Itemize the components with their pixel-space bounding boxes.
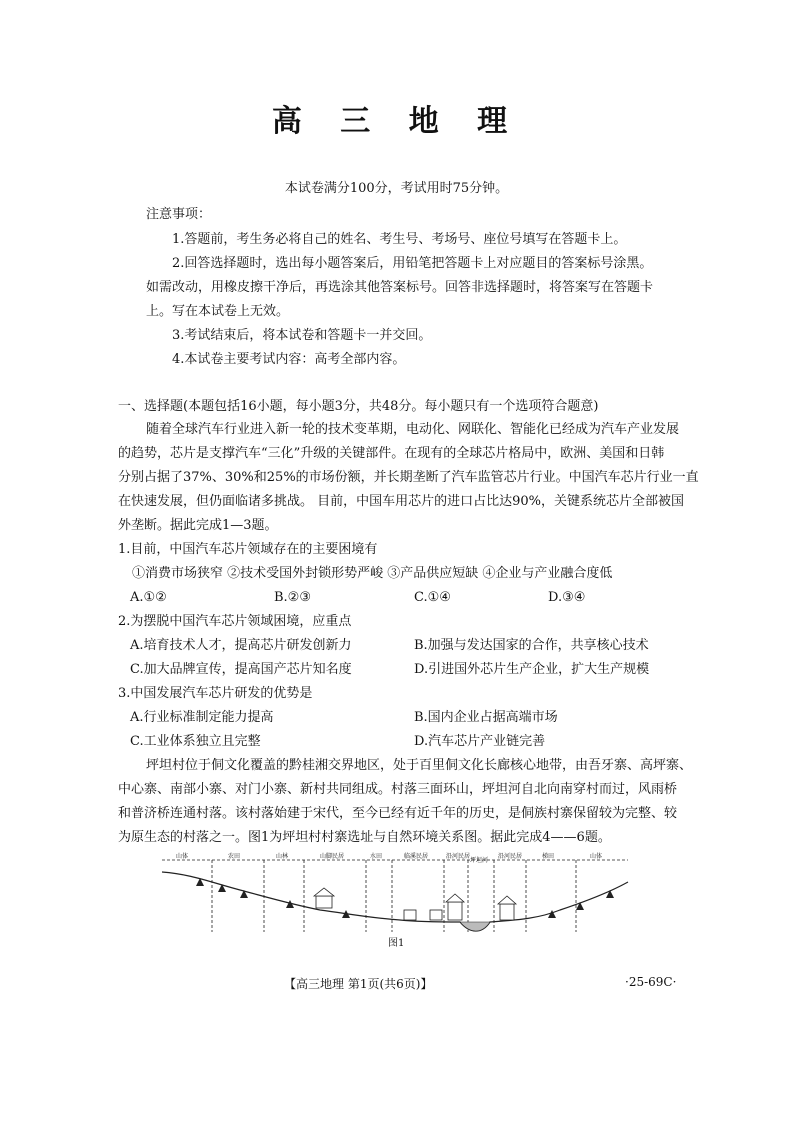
river-channel (460, 922, 490, 931)
exam-intro: 本试卷满分100分，考试用时75分钟。 (284, 181, 509, 196)
zone-label: 山林 (276, 853, 289, 860)
zone-label: 沿河民居 (446, 853, 471, 860)
question-2-stem: 2.为摆脱中国汽车芯片领域困境，应重点 (118, 614, 352, 629)
footer-code: ·25-69C· (625, 975, 677, 989)
question-1-option-d: D.③④ (548, 590, 586, 605)
question-2-option-b: B.加强与发达国家的合作，共享核心技术 (414, 638, 649, 653)
notice-item: 2.回答选择题时，选出每小题答案后，用铅笔把答题卡上对应题目的答案标号涂黑。 (172, 256, 653, 271)
passage-line: 和普济桥连通村落。该村落始建于宋代，至今已经有近千年的历史，是侗族村寨保留较为完整、较 (118, 806, 678, 821)
question-1-option-b: B.②③ (274, 590, 311, 605)
question-1-option-c: C.①④ (414, 590, 451, 605)
zone-label: 水田 (370, 853, 383, 860)
notice-item: 1.答题前，考生务必将自己的姓名、考生号、考场号、座位号填写在答题卡上。 (172, 232, 627, 247)
zone-label: 农田 (228, 853, 241, 860)
footer-page-info: 【高三地理 第1页(共6页)】 (284, 977, 433, 991)
question-2-option-d: D.引进国外芯片生产企业，扩大生产规模 (414, 662, 650, 677)
zone-label: 沿河民居 (498, 853, 523, 860)
question-1-items: ①消费市场狭窄 ②技术受国外封锁形势严峻 ③产品供应短缺 ④企业与产业融合度低 (132, 566, 613, 581)
passage-line: 的趋势，芯片是支撑汽车“三化”升级的关键部件。在现有的全球芯片格局中，欧洲、美国和日韩 (118, 446, 665, 461)
question-2-option-a: A.培育技术人才，提高芯片研发创新力 (130, 638, 352, 653)
question-3-option-c: C.工业体系独立且完整 (130, 734, 261, 749)
zone-label: 坪坦河 (470, 857, 489, 864)
question-1-stem: 1.目前，中国汽车芯片领域存在的主要困境有 (118, 542, 378, 557)
notice-item: 如需改动，用橡皮擦干净后，再选涂其他答案标号。回答非选择题时，将答案写在答题卡 (146, 280, 654, 295)
notice-heading: 注意事项： (146, 207, 212, 222)
notice-item: 3.考试结束后，将本试卷和答题卡一并交回。 (172, 328, 432, 343)
zone-label: 梯田 (542, 853, 555, 860)
passage-line: 分别占据了37%、30%和25%的市场份额，并长期垄断了汽车监管芯片行业。中国汽车芯片行业一直 (118, 470, 699, 485)
passage-line: 随着全球汽车行业进入新一轮的技术变革期，电动化、网联化、智能化已经成为汽车产业发展 (146, 422, 680, 437)
figure-caption: 图1 (388, 938, 405, 949)
zone-label: 山体 (590, 853, 603, 860)
question-2-option-c: C.加大品牌宣传，提高国产芯片知名度 (130, 662, 352, 677)
passage-line: 坪坦村位于侗文化覆盖的黔桂湘交界地区，处于百里侗文化长廊核心地带，由吾牙寨、高坪寨、 (146, 758, 693, 773)
notice-item: 4.本试卷主要考试内容：高考全部内容。 (172, 352, 406, 367)
question-3-option-b: B.国内企业占据高端市场 (414, 710, 558, 725)
passage-line: 中心寨、南部小寨、对门小寨、新村共同组成。村落三面环山，坪坦河自北向南穿村而过，风雨桥 (118, 782, 678, 797)
zone-label: 临溪民居 (404, 853, 429, 860)
zone-label: 山体 (176, 853, 189, 860)
passage-line: 在快速发展，但仍面临诸多挑战。 目前，中国车用芯片的进口占比达90%，关键系统芯片全部被国 (118, 494, 685, 509)
page-title: 高 三 地 理 (271, 104, 522, 139)
zone-label: 山脚民居 (320, 853, 345, 860)
question-3-option-a: A.行业标准制定能力提高 (130, 710, 274, 725)
passage-line: 外垄断。据此完成1—3题。 (118, 518, 278, 533)
section-heading: 一、选择题(本题包括16小题，每小题3分，共48分。每小题只有一个选项符合题意) (118, 399, 599, 414)
question-3-option-d: D.汽车芯片产业链完善 (414, 734, 546, 749)
question-3-stem: 3.中国发展汽车芯片研发的优势是 (118, 686, 313, 701)
notice-item: 上。写在本试卷上无效。 (146, 304, 290, 319)
terrain-profile (162, 872, 628, 931)
question-1-option-a: A.①② (130, 590, 167, 605)
passage-line: 为原生态的村落之一。图1为坪坦村村寨选址与自然环境关系图。据此完成4——6题。 (118, 830, 611, 845)
